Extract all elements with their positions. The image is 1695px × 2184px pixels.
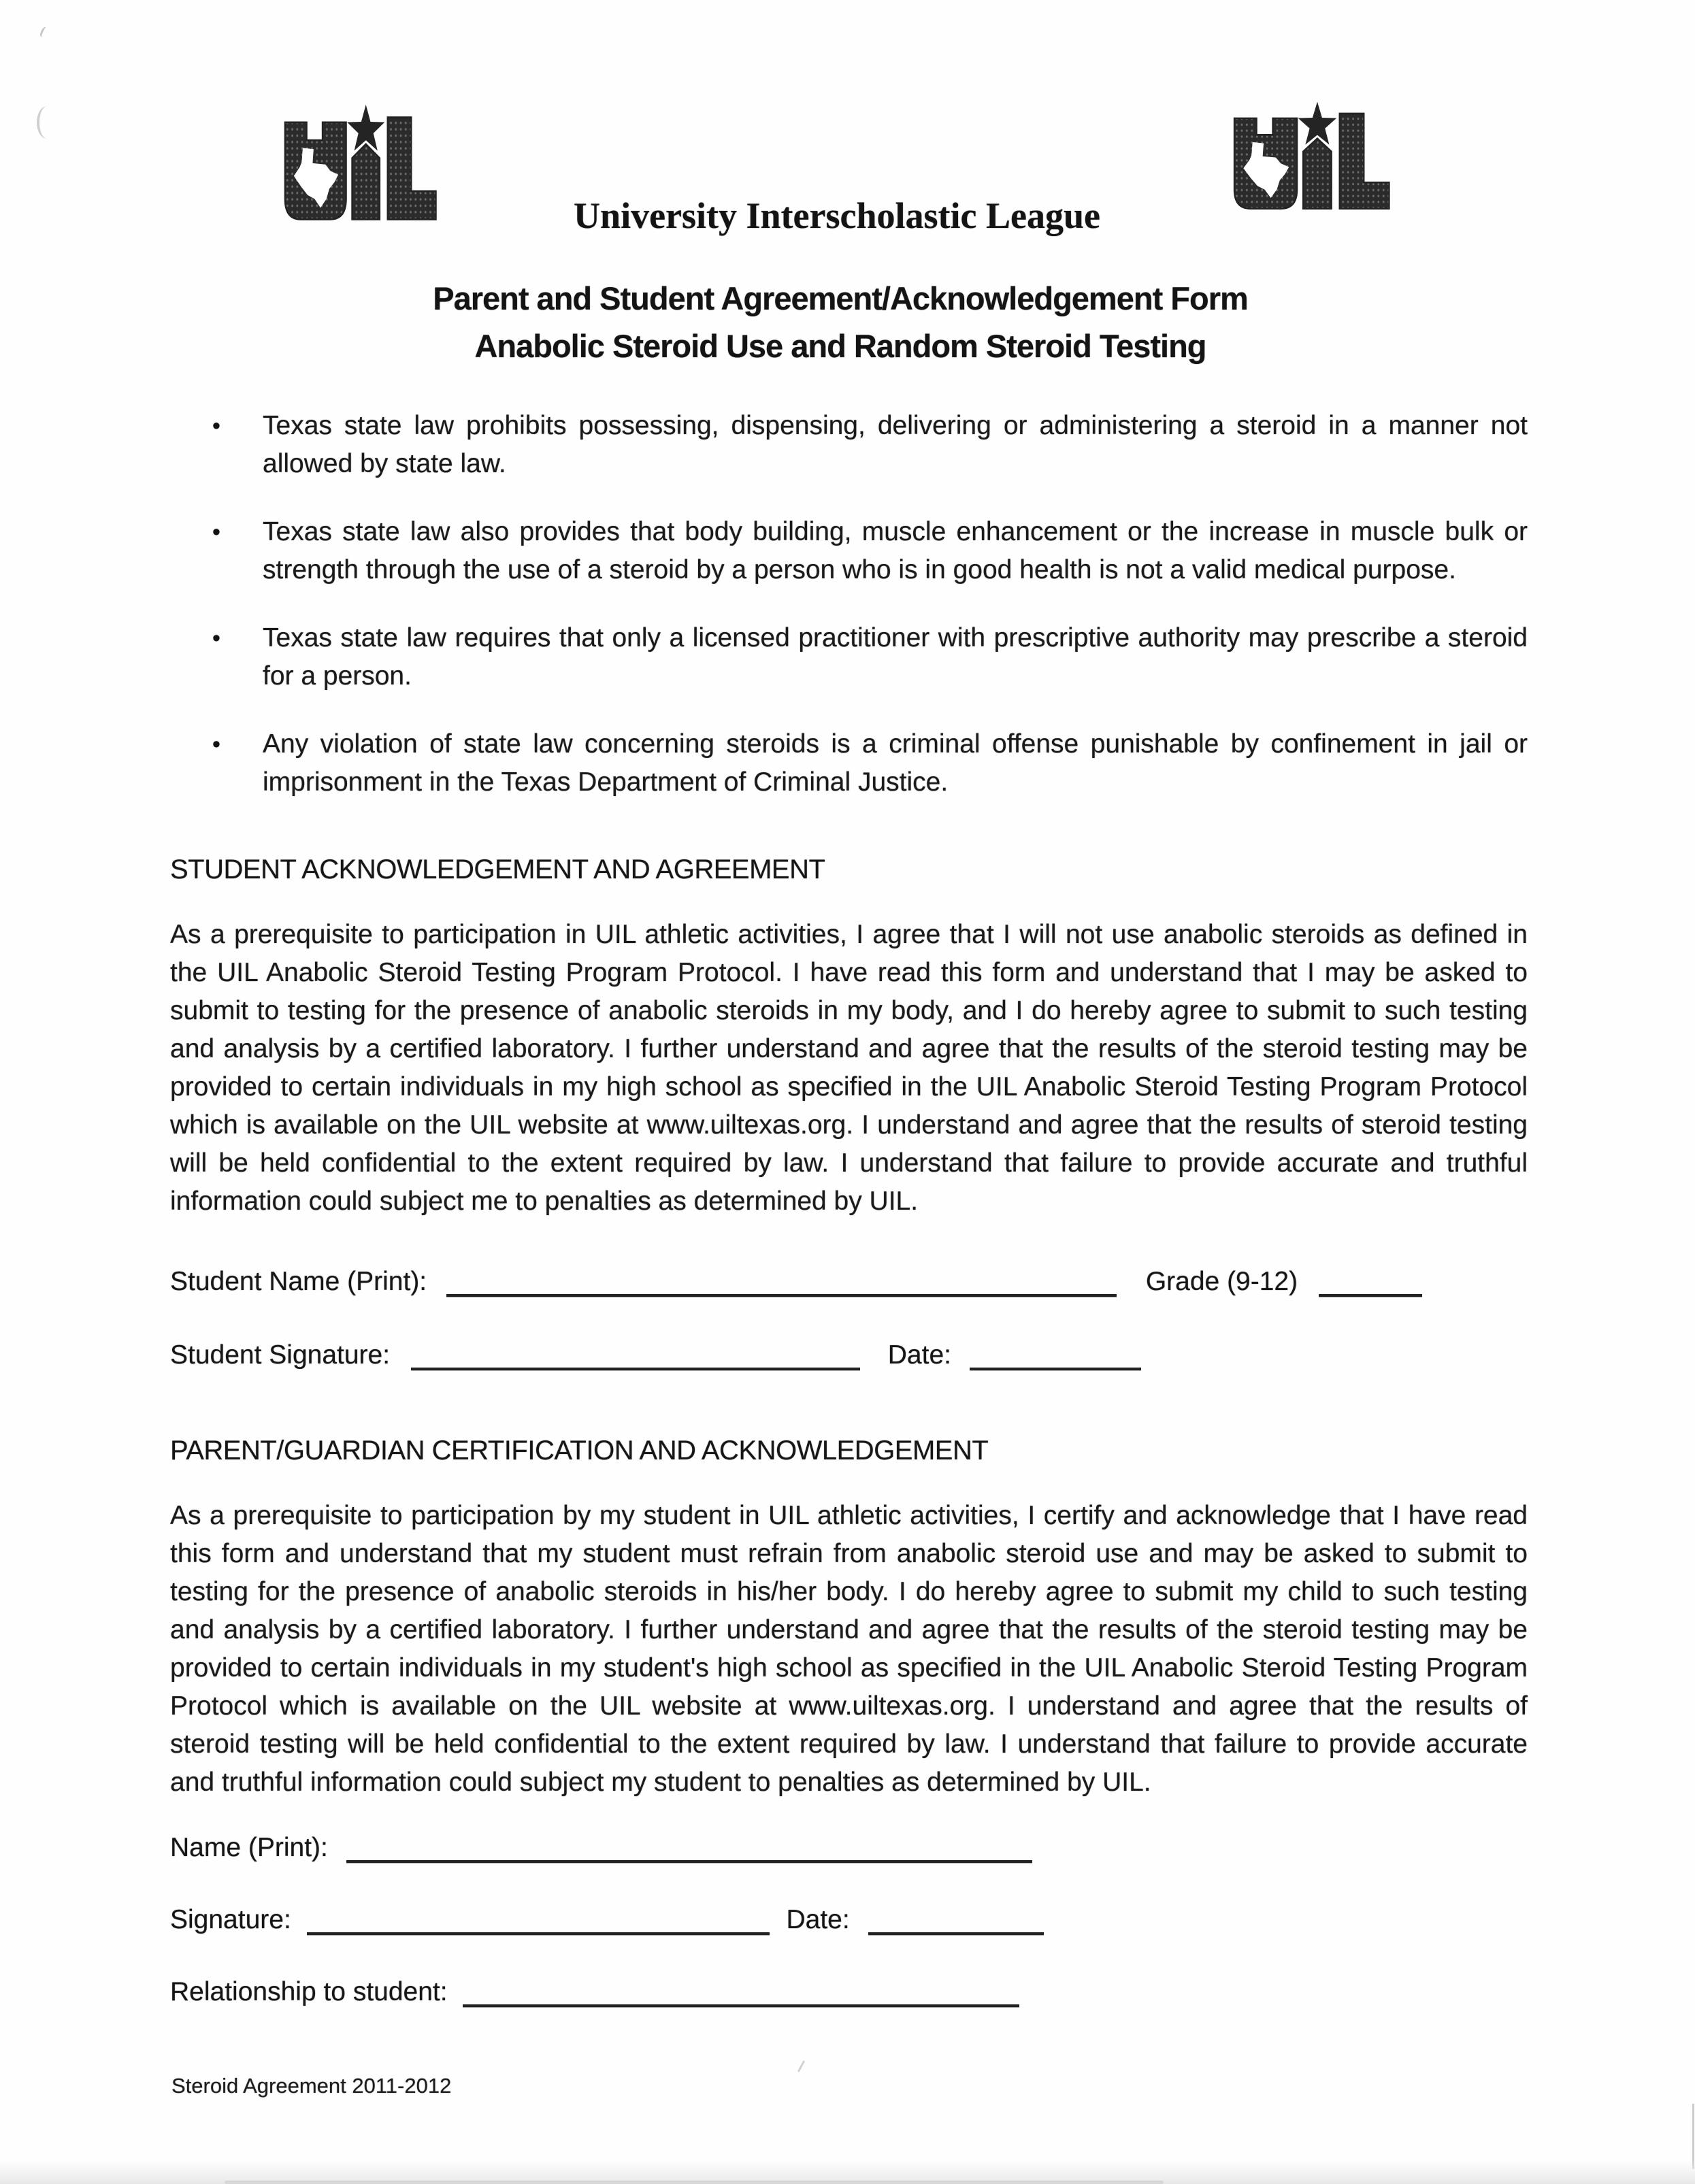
parent-signature-label: Signature: xyxy=(170,1905,291,1934)
grade-label: Grade (9-12) xyxy=(1145,1267,1298,1296)
bullet-text: Texas state law requires that only a licensed practitioner with prescriptive authority may prescribe a steroid for a person. xyxy=(263,623,1528,691)
student-signature-row xyxy=(170,1338,1572,1370)
parent-signature-line[interactable] xyxy=(307,1902,770,1935)
relationship-line[interactable] xyxy=(463,1974,1019,2007)
student-section-paragraph: As a prerequisite to participation in UIL athletic activities, I agree that I will not use anabolic steroids as defined in the UIL Anabolic Steroid Testing Program Protocol. I have read this form and understand that I may be asked to submit to testing for the presence of anabolic steroids in my body, and I do hereby agree to submit to such testing and analysis by a certified laboratory. I further understand and agree that the results of the steroid testing may be provided to certain individuals in my high school as specified in the UIL Anabolic Steroid Testing Program Protocol which is available on the UIL website at www.uiltexas.org. I understand and agree that the results of steroid testing will be held confidential to the extent required by law. I understand that failure to provide accurate and truthful information could subject me to penalties as determined by UIL. xyxy=(170,920,1528,1216)
student-signature-line[interactable] xyxy=(411,1338,860,1370)
parent-name-row xyxy=(170,1830,1572,1863)
bullet-text: Any violation of state law concerning steroids is a criminal offense punishable by confinement in jail or imprisonment in the Texas Department of Criminal Justice. xyxy=(263,729,1528,797)
footer-note: Steroid Agreement 2011-2012 xyxy=(171,2074,452,2098)
bullet-text: Texas state law also provides that body building, muscle enhancement or the increase in muscle bulk or strength through the use of a steroid by a person who is in good health is not a valid medical purpose. xyxy=(263,517,1528,584)
parent-date-line[interactable] xyxy=(868,1902,1044,1935)
parent-section-heading: PARENT/GUARDIAN CERTIFICATION AND ACKNOWLEDGEMENT xyxy=(170,1436,989,1466)
student-signature-label: Student Signature: xyxy=(170,1340,391,1370)
bullet-icon: • xyxy=(212,413,220,439)
scan-bottom-smudge xyxy=(225,2181,1164,2184)
law-bullet-list xyxy=(170,407,1528,831)
bullet-item xyxy=(170,407,1528,483)
student-name-label: Student Name (Print): xyxy=(170,1267,427,1296)
parent-name-label: Name (Print): xyxy=(170,1833,328,1862)
parent-date-label: Date: xyxy=(786,1905,850,1934)
student-date-label: Date: xyxy=(887,1340,951,1370)
bullet-item xyxy=(170,725,1528,801)
student-section-heading: STUDENT ACKNOWLEDGEMENT AND AGREEMENT xyxy=(170,855,825,884)
student-name-row xyxy=(170,1264,1572,1297)
student-date-line[interactable] xyxy=(970,1338,1141,1370)
bullet-item xyxy=(170,619,1528,695)
grade-line[interactable] xyxy=(1319,1264,1422,1297)
relationship-row xyxy=(170,1974,1572,2007)
scan-artifact xyxy=(39,26,50,39)
parent-name-line[interactable] xyxy=(346,1830,1032,1863)
bullet-icon: • xyxy=(212,731,220,757)
bullet-item xyxy=(170,513,1528,589)
document-title-line1: Parent and Student Agreement/Acknowledgement Form xyxy=(433,280,1248,316)
parent-signature-row xyxy=(170,1902,1572,1935)
bullet-icon: • xyxy=(212,625,220,651)
relationship-label: Relationship to student: xyxy=(170,1977,448,2006)
document-title-line2: Anabolic Steroid Use and Random Steroid Testing xyxy=(474,328,1206,364)
bullet-icon: • xyxy=(212,519,220,545)
student-name-line[interactable] xyxy=(446,1264,1117,1297)
parent-section-paragraph: As a prerequisite to participation by my student in UIL athletic activities, I certify and acknowledge that I have read this form and understand that my student must refrain from anabolic steroid use and may be asked to submit to testing for the presence of anabolic steroids in his/her body. I do hereby agree to submit my child to such testing and analysis by a certified laboratory. I further understand and agree that the results of the steroid testing may be provided to certain individuals in my student's high school as specified in the UIL Anabolic Steroid Testing Program Protocol which is available on the UIL website at www.uiltexas.org. I understand and agree that the results of steroid testing will be held confidential to the extent required by law. I understand that failure to provide accurate and truthful information could subject my student to penalties as determined by UIL. xyxy=(170,1501,1528,1797)
scan-artifact xyxy=(797,2060,805,2072)
org-name: University Interscholastic League xyxy=(574,195,1100,236)
bullet-text: Texas state law prohibits possessing, dispensing, delivering or administering a steroid in a manner not allowed by state law. xyxy=(263,411,1528,478)
scan-edge-line xyxy=(1692,2104,1694,2169)
document-title xyxy=(0,275,1681,370)
scan-artifact xyxy=(37,106,57,139)
